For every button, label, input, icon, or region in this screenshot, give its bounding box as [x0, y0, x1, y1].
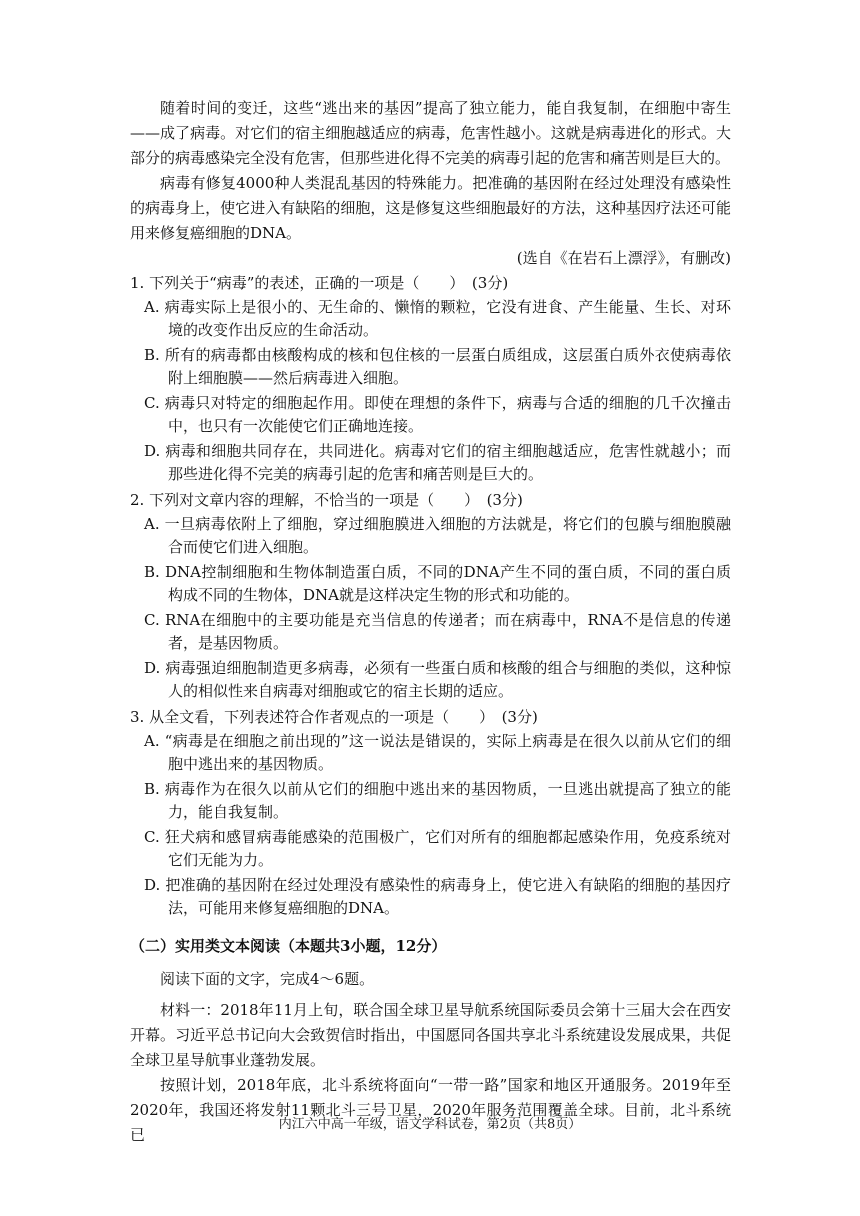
option-d: D. 病毒和细胞共同存在，共同进化。病毒对它们的宿主细胞越适应，危害性就越小；而那些进化得不完美的病毒引起的危害和痛苦则是巨大的。	[144, 442, 731, 483]
option-d: D. 把准确的基因附在经过处理没有感染性的病毒身上，使它进入有缺陷的细胞的基因疗法，可能用来修复癌细胞的DNA。	[144, 876, 731, 917]
question-stem: 1. 下列关于“病毒”的表述，正确的一项是（ ） (3分)	[130, 274, 509, 292]
page-footer: 内江六中高一年级，语文学科试卷，第2页（共8页）	[278, 1117, 582, 1132]
option-a: A. “病毒是在细胞之前出现的”这一说法是错误的，实际上病毒是在很久以前从它们的细胞中逃出来的基因物质。	[144, 732, 731, 773]
passage-paragraph-1: 随着时间的变迁，这些“逃出来的基因”提高了独立能力，能自我复制，在细胞中寄生——成了病毒。对它们的宿主细胞越适应的病毒，危害性越小。这就是病毒进化的形式。大部分的病毒感染完全没有危害，但那些进化得不完美的病毒引起的危害和痛苦则是巨大的。	[130, 99, 731, 167]
material-1-paragraph-2: 按照计划，2018年底，北斗系统将面向“一带一路”国家和地区开通服务。2019年至2020年，我国还将发射11颗北斗三号卫星，2020年服务范围覆盖全球。目前，北斗系统已	[130, 1076, 731, 1144]
question-2	[130, 488, 731, 703]
option-c: C. 病毒只对特定的细胞起作用。即使在理想的条件下，病毒与合适的细胞的几千次撞击中，也只有一次能使它们正确地连接。	[144, 394, 731, 435]
passage-source: (选自《在岩石上漂浮》，有删改)	[516, 249, 731, 267]
question-stem: 2. 下列对文章内容的理解，不恰当的一项是（ ） (3分)	[130, 491, 523, 509]
option-c: C. RNA在细胞中的主要功能是充当信息的传递者；而在病毒中，RNA不是信息的传递者，是基因物质。	[144, 611, 731, 652]
section-instruction: 阅读下面的文字，完成4～6题。	[160, 970, 375, 988]
question-3	[130, 705, 731, 920]
option-b: B. 所有的病毒都由核酸构成的核和包住核的一层蛋白质组成，这层蛋白质外衣使病毒依附上细胞膜——然后病毒进入细胞。	[144, 346, 731, 387]
option-a: A. 病毒实际上是很小的、无生命的、懒惰的颗粒，它没有进食、产生能量、生长、对环境的改变作出反应的生命活动。	[144, 298, 731, 339]
option-b: B. DNA控制细胞和生物体制造蛋白质，不同的DNA产生不同的蛋白质，不同的蛋白质构成不同的生物体，DNA就是这样决定生物的形式和功能的。	[144, 563, 731, 604]
option-b: B. 病毒作为在很久以前从它们的细胞中逃出来的基因物质，一旦逃出就提高了独立的能力，能自我复制。	[144, 780, 731, 821]
section-title: （二）实用类文本阅读（本题共3小题，12分）	[130, 937, 447, 955]
option-c: C. 狂犬病和感冒病毒能感染的范围极广，它们对所有的细胞都起感染作用，免疫系统对它们无能为力。	[144, 828, 731, 869]
question-stem: 3. 从全文看，下列表述符合作者观点的一项是（ ） (3分)	[130, 708, 538, 726]
question-1	[130, 271, 731, 486]
passage-paragraph-2: 病毒有修复4000种人类混乱基因的特殊能力。把准确的基因附在经过处理没有感染性的病毒身上，使它进入有缺陷的细胞，这是修复这些细胞最好的方法，这种基因疗法还可能用来修复癌细胞的DNA。	[130, 174, 731, 242]
material-1-paragraph-1: 材料一：2018年11月上旬，联合国全球卫星导航系统国际委员会第十三届大会在西安开幕。习近平总书记向大会致贺信时指出，中国愿同各国共享北斗系统建设发展成果，共促全球卫星导航事业蓬勃发展。	[130, 1001, 731, 1069]
option-d: D. 病毒强迫细胞制造更多病毒，必须有一些蛋白质和核酸的组合与细胞的类似，这种惊人的相似性来自病毒对细胞或它的宿主长期的适应。	[144, 659, 731, 700]
option-a: A. 一旦病毒依附上了细胞，穿过细胞膜进入细胞的方法就是，将它们的包膜与细胞膜融合而使它们进入细胞。	[144, 515, 731, 556]
page-content	[130, 96, 731, 1148]
